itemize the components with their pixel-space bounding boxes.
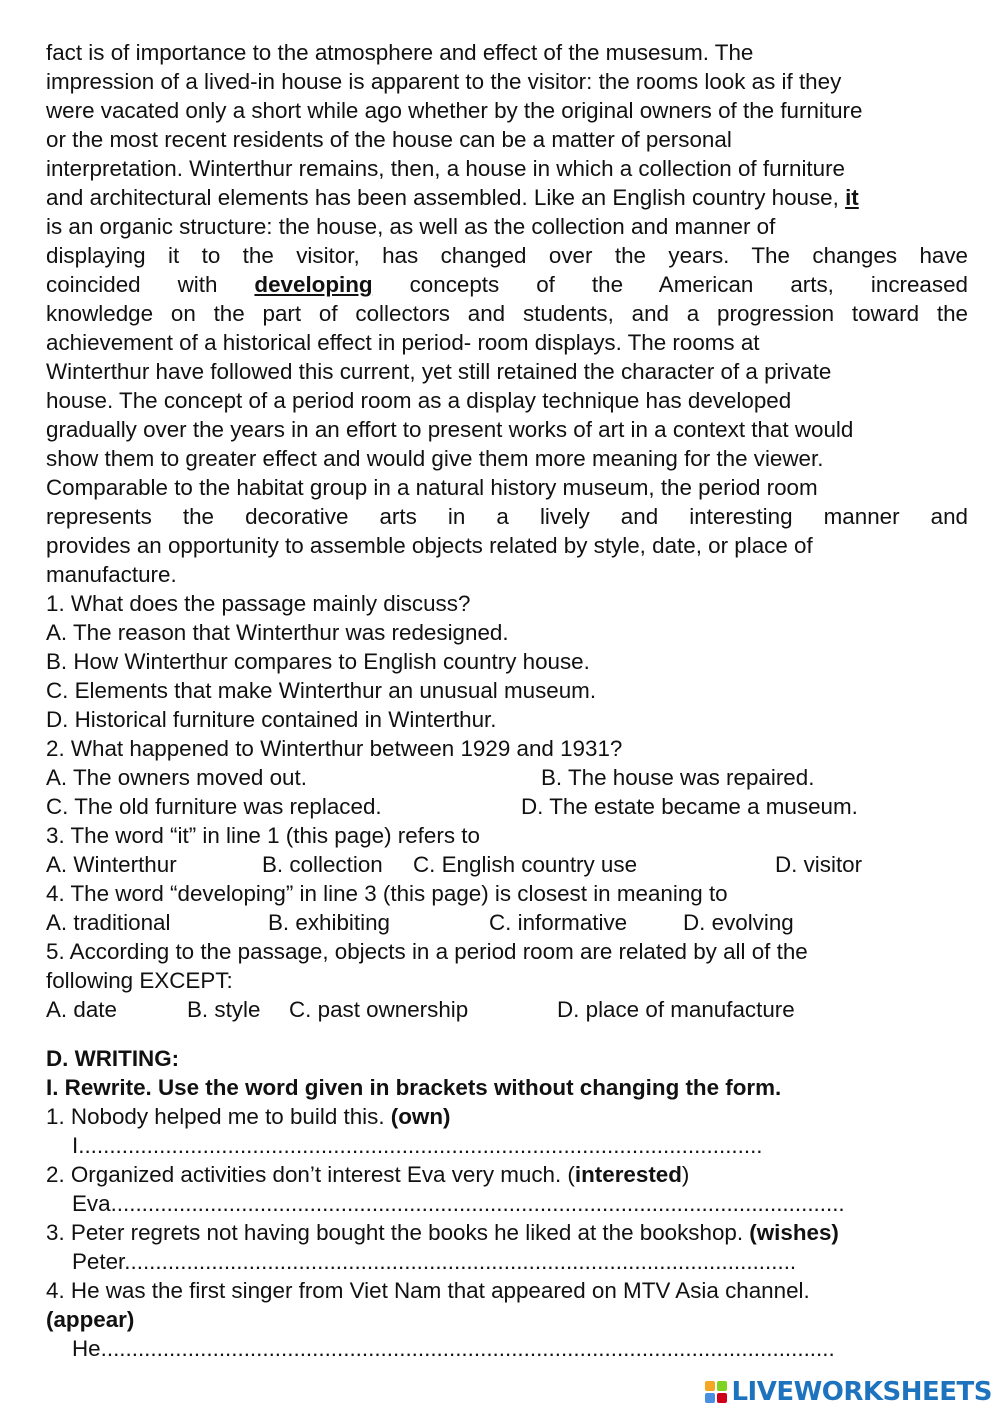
question-stem: 2. What happened to Winterthur between 1929 and 1931?: [46, 736, 623, 761]
option-a: A. date: [46, 997, 117, 1022]
rewrite-item-2: [46, 1160, 976, 1218]
writing-section: [46, 1044, 976, 1363]
passage-line: displaying it to the visitor, has changed over the years. The changes have: [46, 243, 968, 268]
rewrite-sentence: 4. He was the first singer from Viet Nam that appeared on MTV Asia channel.: [46, 1278, 810, 1303]
logo-square-1: [705, 1381, 715, 1391]
question-stem: 5. According to the passage, objects in a period room are related by all of the: [46, 939, 808, 964]
passage-line: Winterthur have followed this current, yet still retained the character of a private: [46, 359, 832, 384]
logo-square-2: [717, 1381, 727, 1391]
passage-line: provides an opportunity to assemble objects related by style, date, or place of: [46, 533, 813, 558]
question-4: [46, 879, 976, 937]
option-a: A. The owners moved out.: [46, 765, 307, 790]
keyword: (own): [390, 1104, 451, 1129]
option-d: D. Historical furniture contained in Winterthur.: [46, 707, 497, 732]
passage-line: were vacated only a short while ago whether by the original owners of the furniture: [46, 98, 863, 123]
option-a: A. Winterthur: [46, 852, 177, 877]
question-2: [46, 734, 976, 821]
rewrite-item-1: [46, 1102, 976, 1160]
passage-line: knowledge on the part of collectors and students, and a progression toward the: [46, 301, 968, 326]
option-d: D. place of manufacture: [557, 997, 795, 1022]
question-1: [46, 589, 976, 734]
passage-line: or the most recent residents of the house can be a matter of personal: [46, 127, 732, 152]
option-b: B. collection: [262, 852, 383, 877]
options-row: [46, 995, 976, 1024]
passage-line: show them to greater effect and would give them more meaning for the viewer.: [46, 446, 824, 471]
passage-line: impression of a lived-in house is apparent to the visitor: the rooms look as if they: [46, 69, 842, 94]
option-b: B. exhibiting: [268, 910, 390, 935]
passage-line: interpretation. Winterthur remains, then, a house in which a collection of furniture: [46, 156, 846, 181]
question-3: [46, 821, 976, 879]
highlighted-word: developing: [254, 272, 373, 297]
logo-square-4: [717, 1393, 727, 1403]
answer-line[interactable]: Eva......................................................................................................................: [72, 1191, 845, 1216]
answer-line[interactable]: I..............................................................................................................: [72, 1133, 763, 1158]
reading-passage: [46, 38, 976, 589]
options-row: [46, 850, 976, 879]
rewrite-item-4: [46, 1276, 976, 1363]
option-b: B. The house was repaired.: [541, 765, 815, 790]
rewrite-sentence: 2. Organized activities don’t interest Eva very much. (interested): [46, 1162, 690, 1187]
options-row: [46, 763, 976, 792]
highlighted-word: it: [845, 185, 859, 210]
option-a: A. traditional: [46, 910, 171, 935]
passage-line: fact is of importance to the atmosphere and effect of the musesum. The: [46, 40, 754, 65]
option-b: B. How Winterthur compares to English country house.: [46, 649, 590, 674]
option-a: A. The reason that Winterthur was redesigned.: [46, 620, 509, 645]
passage-line: Comparable to the habitat group in a natural history museum, the period room: [46, 475, 818, 500]
keyword: (wishes): [749, 1220, 839, 1245]
options-row: [46, 792, 976, 821]
options-row: [46, 908, 976, 937]
passage-line: and architectural elements has been assembled. Like an English country house, it: [46, 185, 859, 210]
worksheet-page: [46, 38, 976, 1363]
answer-line[interactable]: Peter............................................................................................................: [72, 1249, 797, 1274]
option-b: B. style: [187, 997, 261, 1022]
option-c: C. English country use: [413, 852, 638, 877]
passage-line: house. The concept of a period room as a display technique has developed: [46, 388, 792, 413]
logo-text: LIVEWORKSHEETS: [731, 1377, 992, 1407]
question-stem: 1. What does the passage mainly discuss?: [46, 591, 471, 616]
question-stem: 4. The word “developing” in line 3 (this page) is closest in meaning to: [46, 881, 728, 906]
rewrite-sentence: 1. Nobody helped me to build this. (own): [46, 1104, 451, 1129]
passage-line: manufacture.: [46, 562, 177, 587]
passage-line: achievement of a historical effect in period- room displays. The rooms at: [46, 330, 760, 355]
passage-line: coincided with developing concepts of the American arts, increased: [46, 272, 968, 297]
passage-line: represents the decorative arts in a lively and interesting manner and: [46, 504, 968, 529]
section-instruction: I. Rewrite. Use the word given in brackets without changing the form.: [46, 1075, 782, 1100]
question-stem-cont: following EXCEPT:: [46, 968, 233, 993]
option-d: D. visitor: [775, 852, 863, 877]
option-d: D. The estate became a museum.: [521, 794, 858, 819]
option-c: C. past ownership: [289, 997, 469, 1022]
answer-line[interactable]: He......................................................................................................................: [72, 1336, 835, 1361]
logo-square-3: [705, 1393, 715, 1403]
keyword: interested: [574, 1162, 682, 1187]
passage-line: gradually over the years in an effort to present works of art in a context that would: [46, 417, 854, 442]
keyword: (appear): [46, 1307, 135, 1332]
liveworksheets-logo[interactable]: [705, 1377, 992, 1407]
passage-line: is an organic structure: the house, as well as the collection and manner of: [46, 214, 776, 239]
option-c: C. informative: [489, 910, 628, 935]
section-heading: D. WRITING:: [46, 1046, 180, 1071]
rewrite-sentence: 3. Peter regrets not having bought the books he liked at the bookshop. (wishes): [46, 1220, 839, 1245]
logo-grid-icon: [705, 1381, 727, 1403]
question-stem: 3. The word “it” in line 1 (this page) refers to: [46, 823, 480, 848]
rewrite-item-3: [46, 1218, 976, 1276]
option-c: C. Elements that make Winterthur an unusual museum.: [46, 678, 597, 703]
option-c: C. The old furniture was replaced.: [46, 794, 382, 819]
option-d: D. evolving: [683, 910, 794, 935]
question-5: [46, 937, 976, 1024]
